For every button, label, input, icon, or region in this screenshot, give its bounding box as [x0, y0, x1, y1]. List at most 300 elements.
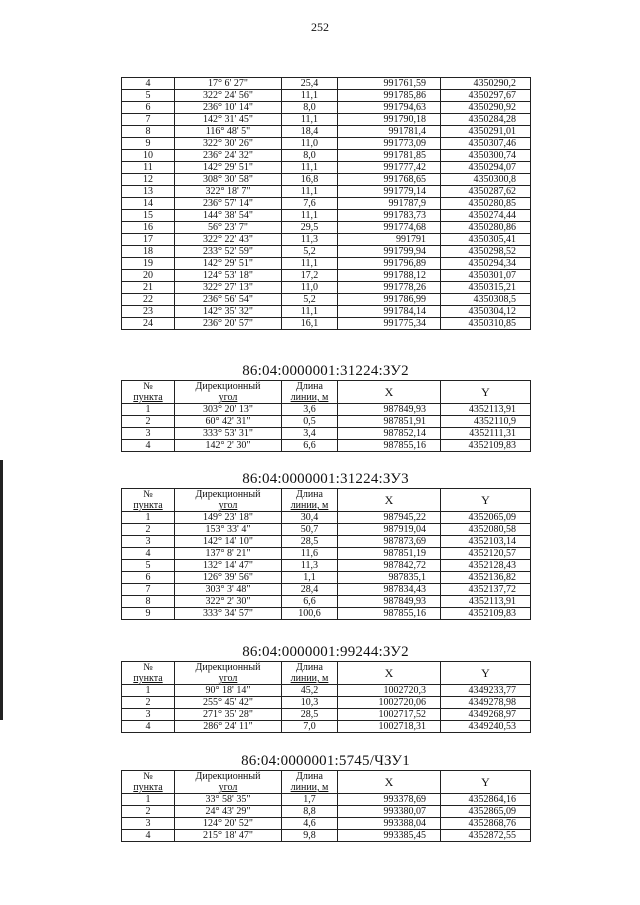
- line-length-cell: 11,1: [282, 306, 338, 318]
- parcel-title: 86:04:0000001:5745/ЧЗУ1: [241, 753, 410, 769]
- x-coordinate-cell: 987919,04: [338, 524, 441, 536]
- y-coordinate-cell: 4352103,14: [441, 536, 531, 548]
- bearing-angle-cell: 215° 18' 47": [175, 830, 282, 842]
- header-row: [122, 381, 531, 404]
- line-length-cell: 11,0: [282, 138, 338, 150]
- point-number-cell: 1: [122, 685, 175, 697]
- point-number-cell: 6: [122, 572, 175, 584]
- point-number-cell: 9: [122, 608, 175, 620]
- bearing-angle-cell: 142° 29' 51": [175, 162, 282, 174]
- bearing-angle-cell: 286° 24' 11": [175, 721, 282, 733]
- table-row: [122, 78, 531, 90]
- bearing-angle-cell: 322° 27' 13": [175, 282, 282, 294]
- bearing-angle-cell: 236° 10' 14": [175, 102, 282, 114]
- angle-header-line: Дирекционный: [195, 489, 261, 500]
- point-number-cell: 20: [122, 270, 175, 282]
- point-number-cell: 1: [122, 404, 175, 416]
- table-body: [122, 685, 531, 733]
- point-number-cell: 2: [122, 416, 175, 428]
- num-header-line: пункта: [133, 673, 163, 684]
- line-length-cell: 16,8: [282, 174, 338, 186]
- line-length-cell: 8,0: [282, 150, 338, 162]
- point-number-cell: 18: [122, 246, 175, 258]
- angle-header-line: Дирекционный: [195, 381, 261, 392]
- table-row: [122, 560, 531, 572]
- x-coordinate-cell: 1002718,31: [338, 721, 441, 733]
- x-coordinate-cell: 991774,68: [338, 222, 441, 234]
- coordinates-table: [121, 770, 531, 842]
- y-coordinate-cell: 4350307,46: [441, 138, 531, 150]
- num-header: [122, 489, 175, 512]
- y-coordinate-cell: 4352865,09: [441, 806, 531, 818]
- point-number-cell: 11: [122, 162, 175, 174]
- point-number-cell: 5: [122, 560, 175, 572]
- y-coordinate-cell: 4350304,12: [441, 306, 531, 318]
- x-header-line: X: [384, 665, 394, 680]
- table-row: [122, 150, 531, 162]
- y-header-line: Y: [481, 665, 490, 680]
- num-header: [122, 662, 175, 685]
- table-row: [122, 404, 531, 416]
- point-number-cell: 12: [122, 174, 175, 186]
- y-header: [441, 771, 531, 794]
- point-number-cell: 2: [122, 524, 175, 536]
- bearing-angle-cell: 333° 34' 57": [175, 608, 282, 620]
- bearing-angle-cell: 271° 35' 28": [175, 709, 282, 721]
- bearing-angle-cell: 153° 33' 4": [175, 524, 282, 536]
- x-coordinate-cell: 1002720,06: [338, 697, 441, 709]
- x-header-line: X: [384, 492, 394, 507]
- bearing-angle-cell: 308° 30' 58": [175, 174, 282, 186]
- length-header-line: линии, м: [290, 673, 329, 684]
- table-header: [122, 771, 531, 794]
- y-coordinate-cell: 4350287,62: [441, 186, 531, 198]
- length-header-line: линии, м: [290, 392, 329, 403]
- table-row: [122, 210, 531, 222]
- line-length-cell: 11,1: [282, 90, 338, 102]
- x-coordinate-cell: 991781,85: [338, 150, 441, 162]
- x-coordinate-cell: 991787,9: [338, 198, 441, 210]
- x-coordinate-cell: 991796,89: [338, 258, 441, 270]
- y-header-line: Y: [481, 384, 490, 399]
- point-number-cell: 8: [122, 126, 175, 138]
- line-length-cell: 10,3: [282, 697, 338, 709]
- y-coordinate-cell: 4349268,97: [441, 709, 531, 721]
- point-number-cell: 1: [122, 512, 175, 524]
- y-coordinate-cell: 4350305,41: [441, 234, 531, 246]
- length-header-line: линии, м: [290, 500, 329, 511]
- x-coordinate-cell: 1002717,52: [338, 709, 441, 721]
- line-length-cell: 1,7: [282, 794, 338, 806]
- line-length-cell: 9,8: [282, 830, 338, 842]
- line-length-cell: 45,2: [282, 685, 338, 697]
- y-coordinate-cell: 4352065,09: [441, 512, 531, 524]
- point-number-cell: 3: [122, 428, 175, 440]
- x-coordinate-cell: 991791: [338, 234, 441, 246]
- table-header: [122, 381, 531, 404]
- x-coordinate-cell: 991777,42: [338, 162, 441, 174]
- line-length-cell: 28,5: [282, 536, 338, 548]
- table-row: [122, 138, 531, 150]
- x-coordinate-cell: 991781,4: [338, 126, 441, 138]
- table-row: [122, 794, 531, 806]
- line-length-cell: 11,1: [282, 162, 338, 174]
- y-header-line: Y: [481, 492, 490, 507]
- y-coordinate-cell: 4350291,01: [441, 126, 531, 138]
- table-row: [122, 685, 531, 697]
- x-coordinate-cell: 987851,91: [338, 416, 441, 428]
- line-length-cell: 0,5: [282, 416, 338, 428]
- line-length-cell: 25,4: [282, 78, 338, 90]
- bearing-angle-cell: 333° 53' 31": [175, 428, 282, 440]
- length-header: [282, 489, 338, 512]
- line-length-cell: 5,2: [282, 246, 338, 258]
- angle-header-line: Дирекционный: [195, 771, 261, 782]
- bearing-angle-cell: 236° 20' 57": [175, 318, 282, 330]
- point-number-cell: 4: [122, 548, 175, 560]
- line-length-cell: 6,6: [282, 440, 338, 452]
- y-coordinate-cell: 4352868,76: [441, 818, 531, 830]
- y-coordinate-cell: 4349240,53: [441, 721, 531, 733]
- point-number-cell: 8: [122, 596, 175, 608]
- x-coordinate-cell: 991790,18: [338, 114, 441, 126]
- point-number-cell: 6: [122, 102, 175, 114]
- x-coordinate-cell: 987855,16: [338, 440, 441, 452]
- line-length-cell: 30,4: [282, 512, 338, 524]
- point-number-cell: 22: [122, 294, 175, 306]
- length-header: [282, 771, 338, 794]
- length-header: [282, 381, 338, 404]
- x-coordinate-cell: 991786,99: [338, 294, 441, 306]
- num-header-line: №: [143, 662, 153, 673]
- point-number-cell: 4: [122, 78, 175, 90]
- point-number-cell: 4: [122, 830, 175, 842]
- y-header-line: Y: [481, 774, 490, 789]
- parcel-block-3: [121, 643, 530, 733]
- bearing-angle-cell: 142° 31' 45": [175, 114, 282, 126]
- table-row: [122, 114, 531, 126]
- point-number-cell: 15: [122, 210, 175, 222]
- table-row: [122, 806, 531, 818]
- point-number-cell: 2: [122, 697, 175, 709]
- y-coordinate-cell: 4350308,5: [441, 294, 531, 306]
- num-header-line: пункта: [133, 392, 163, 403]
- y-coordinate-cell: 4350284,28: [441, 114, 531, 126]
- x-coordinate-cell: 987849,93: [338, 596, 441, 608]
- coordinates-table: [121, 488, 531, 620]
- bearing-angle-cell: 322° 22' 43": [175, 234, 282, 246]
- x-coordinate-cell: 991768,65: [338, 174, 441, 186]
- y-coordinate-cell: 4352137,72: [441, 584, 531, 596]
- table-row: [122, 174, 531, 186]
- bearing-angle-cell: 303° 3' 48": [175, 584, 282, 596]
- table-body: [122, 404, 531, 452]
- line-length-cell: 6,6: [282, 596, 338, 608]
- bearing-angle-cell: 124° 53' 18": [175, 270, 282, 282]
- line-length-cell: 8,8: [282, 806, 338, 818]
- x-header: [338, 771, 441, 794]
- bearing-angle-cell: 124° 20' 52": [175, 818, 282, 830]
- point-number-cell: 21: [122, 282, 175, 294]
- parcel-block-2: [121, 470, 530, 620]
- y-coordinate-cell: 4350274,44: [441, 210, 531, 222]
- line-length-cell: 11,1: [282, 114, 338, 126]
- num-header-line: №: [143, 489, 153, 500]
- bearing-angle-cell: 303° 20' 13": [175, 404, 282, 416]
- angle-header: [175, 771, 282, 794]
- bearing-angle-cell: 24° 43' 29": [175, 806, 282, 818]
- y-coordinate-cell: 4349233,77: [441, 685, 531, 697]
- point-number-cell: 4: [122, 721, 175, 733]
- line-length-cell: 100,6: [282, 608, 338, 620]
- x-coordinate-cell: 991799,94: [338, 246, 441, 258]
- table-row: [122, 536, 531, 548]
- table-row: [122, 524, 531, 536]
- x-coordinate-cell: 991785,86: [338, 90, 441, 102]
- x-coordinate-cell: 991761,59: [338, 78, 441, 90]
- page-number: 252: [311, 20, 329, 34]
- x-coordinate-cell: 991778,26: [338, 282, 441, 294]
- point-number-cell: 3: [122, 709, 175, 721]
- line-length-cell: 7,0: [282, 721, 338, 733]
- line-length-cell: 11,0: [282, 282, 338, 294]
- point-number-cell: 24: [122, 318, 175, 330]
- line-length-cell: 16,1: [282, 318, 338, 330]
- bearing-angle-cell: 142° 35' 32": [175, 306, 282, 318]
- y-coordinate-cell: 4350300,8: [441, 174, 531, 186]
- bearing-angle-cell: 322° 24' 56": [175, 90, 282, 102]
- x-coordinate-cell: 987873,69: [338, 536, 441, 548]
- angle-header: [175, 381, 282, 404]
- line-length-cell: 28,4: [282, 584, 338, 596]
- x-coordinate-cell: 991775,34: [338, 318, 441, 330]
- x-coordinate-cell: 987835,1: [338, 572, 441, 584]
- bearing-angle-cell: 233° 52' 59": [175, 246, 282, 258]
- point-number-cell: 9: [122, 138, 175, 150]
- table-row: [122, 416, 531, 428]
- y-coordinate-cell: 4350310,85: [441, 318, 531, 330]
- bearing-angle-cell: 144° 38' 54": [175, 210, 282, 222]
- angle-header-line: угол: [218, 392, 238, 403]
- y-coordinate-cell: 4352110,9: [441, 416, 531, 428]
- y-coordinate-cell: 4350290,92: [441, 102, 531, 114]
- bearing-angle-cell: 142° 2' 30": [175, 440, 282, 452]
- length-header: [282, 662, 338, 685]
- parcel-block-1: [121, 362, 530, 452]
- num-header: [122, 381, 175, 404]
- length-header-line: Длина: [296, 381, 323, 392]
- table-row: [122, 234, 531, 246]
- line-length-cell: 28,5: [282, 709, 338, 721]
- y-coordinate-cell: 4350280,86: [441, 222, 531, 234]
- x-header-line: X: [384, 384, 394, 399]
- coordinates-table-continued: [121, 77, 530, 330]
- table-row: [122, 222, 531, 234]
- table-body: [122, 512, 531, 620]
- y-coordinate-cell: 4350300,74: [441, 150, 531, 162]
- line-length-cell: 11,3: [282, 234, 338, 246]
- line-length-cell: 18,4: [282, 126, 338, 138]
- table-row: [122, 102, 531, 114]
- point-number-cell: 5: [122, 90, 175, 102]
- angle-header-line: угол: [218, 673, 238, 684]
- x-coordinate-cell: 987834,43: [338, 584, 441, 596]
- y-coordinate-cell: 4352109,83: [441, 440, 531, 452]
- bearing-angle-cell: 322° 30' 26": [175, 138, 282, 150]
- line-length-cell: 4,6: [282, 818, 338, 830]
- point-number-cell: 13: [122, 186, 175, 198]
- parcel-title: 86:04:0000001:31224:ЗУ2: [242, 363, 409, 379]
- parcel-block-4: [121, 752, 530, 842]
- table-row: [122, 428, 531, 440]
- bearing-angle-cell: 236° 57' 14": [175, 198, 282, 210]
- parcel-title: 86:04:0000001:31224:ЗУ3: [242, 471, 409, 487]
- x-coordinate-cell: 987855,16: [338, 608, 441, 620]
- point-number-cell: 17: [122, 234, 175, 246]
- y-coordinate-cell: 4350315,21: [441, 282, 531, 294]
- table-row: [122, 306, 531, 318]
- coordinates-table: [121, 380, 531, 452]
- bearing-angle-cell: 142° 29' 51": [175, 258, 282, 270]
- y-header: [441, 381, 531, 404]
- table-row: [122, 258, 531, 270]
- table-row: [122, 294, 531, 306]
- y-coordinate-cell: 4352113,91: [441, 596, 531, 608]
- line-length-cell: 11,1: [282, 210, 338, 222]
- table-body: [122, 78, 531, 330]
- x-coordinate-cell: 987849,93: [338, 404, 441, 416]
- table-row: [122, 572, 531, 584]
- y-coordinate-cell: 4350297,67: [441, 90, 531, 102]
- bearing-angle-cell: 17° 6' 27": [175, 78, 282, 90]
- table-row: [122, 818, 531, 830]
- y-coordinate-cell: 4352128,43: [441, 560, 531, 572]
- angle-header-line: Дирекционный: [195, 662, 261, 673]
- y-coordinate-cell: 4350280,85: [441, 198, 531, 210]
- coordinates-table: [121, 77, 531, 330]
- bearing-angle-cell: 142° 14' 10": [175, 536, 282, 548]
- line-length-cell: 11,3: [282, 560, 338, 572]
- bearing-angle-cell: 56° 23' 7": [175, 222, 282, 234]
- line-length-cell: 5,2: [282, 294, 338, 306]
- bearing-angle-cell: 90° 18' 14": [175, 685, 282, 697]
- angle-header-line: угол: [218, 500, 238, 511]
- y-coordinate-cell: 4349278,98: [441, 697, 531, 709]
- point-number-cell: 23: [122, 306, 175, 318]
- x-coordinate-cell: 1002720,3: [338, 685, 441, 697]
- num-header: [122, 771, 175, 794]
- x-coordinate-cell: 991783,73: [338, 210, 441, 222]
- table-row: [122, 198, 531, 210]
- table-row: [122, 512, 531, 524]
- num-header-line: пункта: [133, 500, 163, 511]
- x-coordinate-cell: 993385,45: [338, 830, 441, 842]
- x-header-line: X: [384, 774, 394, 789]
- table-row: [122, 246, 531, 258]
- y-coordinate-cell: 4350290,2: [441, 78, 531, 90]
- line-length-cell: 17,2: [282, 270, 338, 282]
- table-row: [122, 162, 531, 174]
- bearing-angle-cell: 132° 14' 47": [175, 560, 282, 572]
- y-coordinate-cell: 4352872,55: [441, 830, 531, 842]
- y-coordinate-cell: 4350298,52: [441, 246, 531, 258]
- bearing-angle-cell: 255° 45' 42": [175, 697, 282, 709]
- bearing-angle-cell: 126° 39' 56": [175, 572, 282, 584]
- point-number-cell: 10: [122, 150, 175, 162]
- y-header: [441, 662, 531, 685]
- bearing-angle-cell: 322° 2' 30": [175, 596, 282, 608]
- y-header: [441, 489, 531, 512]
- num-header-line: №: [143, 771, 153, 782]
- y-coordinate-cell: 4350294,34: [441, 258, 531, 270]
- line-length-cell: 1,1: [282, 572, 338, 584]
- table-row: [122, 186, 531, 198]
- table-row: [122, 596, 531, 608]
- table-row: [122, 440, 531, 452]
- line-length-cell: 7,6: [282, 198, 338, 210]
- table-row: [122, 697, 531, 709]
- x-coordinate-cell: 991779,14: [338, 186, 441, 198]
- bearing-angle-cell: 33° 58' 35": [175, 794, 282, 806]
- point-number-cell: 1: [122, 794, 175, 806]
- line-length-cell: 8,0: [282, 102, 338, 114]
- line-length-cell: 29,5: [282, 222, 338, 234]
- x-coordinate-cell: 987945,22: [338, 512, 441, 524]
- bearing-angle-cell: 149° 23' 18": [175, 512, 282, 524]
- x-header: [338, 662, 441, 685]
- bearing-angle-cell: 60° 42' 31": [175, 416, 282, 428]
- parcel-title: 86:04:0000001:99244:ЗУ2: [242, 644, 409, 660]
- y-coordinate-cell: 4352109,83: [441, 608, 531, 620]
- table-row: [122, 548, 531, 560]
- line-length-cell: 11,6: [282, 548, 338, 560]
- y-coordinate-cell: 4350301,07: [441, 270, 531, 282]
- point-number-cell: 14: [122, 198, 175, 210]
- table-row: [122, 584, 531, 596]
- coordinates-table: [121, 661, 531, 733]
- table-row: [122, 282, 531, 294]
- table-header: [122, 489, 531, 512]
- table-row: [122, 318, 531, 330]
- x-coordinate-cell: 993380,07: [338, 806, 441, 818]
- y-coordinate-cell: 4352113,91: [441, 404, 531, 416]
- x-coordinate-cell: 991794,63: [338, 102, 441, 114]
- x-header: [338, 489, 441, 512]
- length-header-line: Длина: [296, 662, 323, 673]
- x-coordinate-cell: 987851,19: [338, 548, 441, 560]
- line-length-cell: 11,1: [282, 186, 338, 198]
- line-length-cell: 3,4: [282, 428, 338, 440]
- table-row: [122, 709, 531, 721]
- bearing-angle-cell: 322° 18' 7": [175, 186, 282, 198]
- bearing-angle-cell: 116° 48' 5": [175, 126, 282, 138]
- y-coordinate-cell: 4352136,82: [441, 572, 531, 584]
- table-body: [122, 794, 531, 842]
- num-header-line: пункта: [133, 782, 163, 793]
- header-row: [122, 662, 531, 685]
- y-coordinate-cell: 4350294,07: [441, 162, 531, 174]
- point-number-cell: 3: [122, 818, 175, 830]
- x-coordinate-cell: 987842,72: [338, 560, 441, 572]
- point-number-cell: 19: [122, 258, 175, 270]
- table-row: [122, 90, 531, 102]
- x-coordinate-cell: 993388,04: [338, 818, 441, 830]
- point-number-cell: 4: [122, 440, 175, 452]
- x-coordinate-cell: 991788,12: [338, 270, 441, 282]
- length-header-line: линии, м: [290, 782, 329, 793]
- table-row: [122, 721, 531, 733]
- point-number-cell: 7: [122, 114, 175, 126]
